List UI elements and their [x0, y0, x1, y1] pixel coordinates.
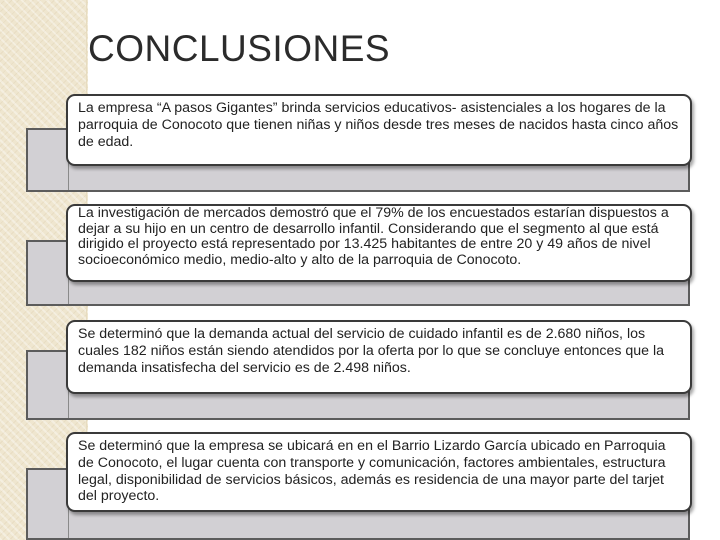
conclusion-text-3: Se determinó que la demanda actual del servicio de cuidado infantil es de 2.680 niños, los cuales 182 niños están siendo atendidos por la oferta por lo que se concluye entonces que la demanda insatisfecha del servicio es de 2.498 niños. [78, 326, 665, 376]
conclusion-text-4: Se determinó que la empresa se ubicará en en el Barrio Lizardo García ubicado en Parroquia de Conocoto, el lugar cuenta con transporte y comunicación, factores ambientales, estructura legal, disponibilidad de servicios básicos, además es residencia de una mayor parte del tarjet del proyecto. [78, 438, 666, 505]
slide-title: CONCLUSIONES [88, 28, 391, 69]
conclusion-text-1: La empresa “A pasos Gigantes” brinda servicios educativos- asistenciales a los hogares de la parroquia de Conocoto que tienen niñas y niños desde tres meses de nacidos hasta cinco años de edad. [78, 100, 679, 150]
conclusion-card-2 [66, 204, 692, 282]
conclusion-card-4 [66, 432, 692, 512]
conclusion-card-3 [66, 320, 692, 394]
conclusion-card-1 [66, 94, 692, 166]
conclusion-text-2: La investigación de mercados demostró que el 79% de los encuestados estarían dispuestos a dejar a su hijo en un centro de desarrollo infantil. Considerando que el segmento al que está dirigido el proyecto está representado por 13.425 habitantes de entre 20 y 49 años de nivel socioeconómico medio, medio-alto y alto de la parroquia de Conocoto. [78, 205, 669, 268]
